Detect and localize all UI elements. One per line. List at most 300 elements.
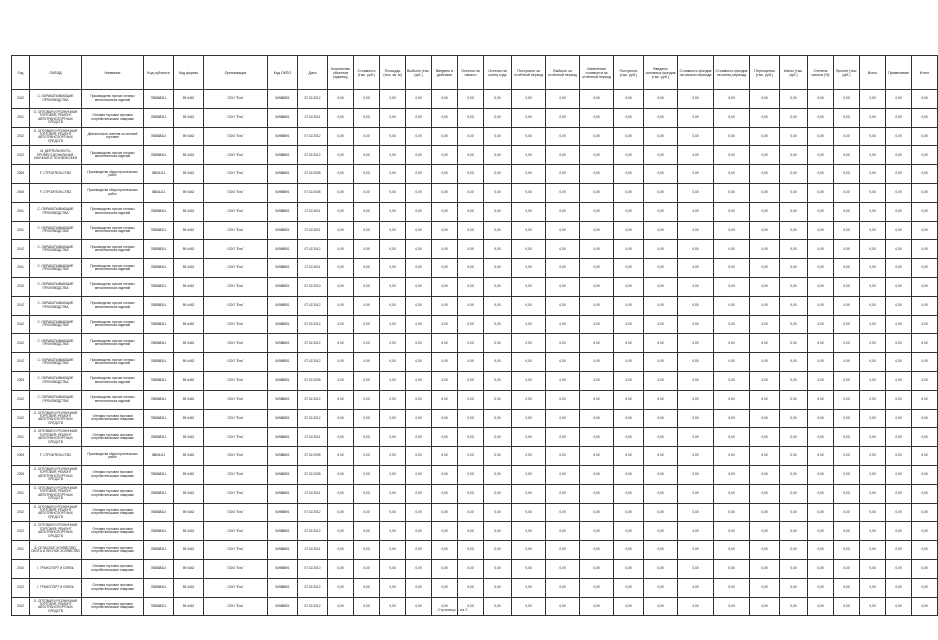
table-cell: 0,00: [458, 277, 484, 296]
table-cell: 2005: [12, 183, 30, 202]
table-cell: 0,00: [380, 390, 406, 409]
table-cell: 0,00: [886, 428, 912, 447]
page-footer: Страница 1 из 2: [437, 607, 468, 612]
table-cell: 38841111: [144, 447, 174, 466]
table-cell: 0,00: [834, 390, 860, 409]
table-cell: 0,00: [546, 465, 580, 484]
table-cell: 0,00: [458, 390, 484, 409]
table-cell: 0,00: [580, 240, 614, 259]
table-cell: 0,00: [714, 503, 750, 522]
table-cell: 0,00: [512, 371, 546, 390]
table-cell: 0,00: [808, 353, 834, 372]
table-cell: 07.02.2011: [298, 221, 328, 240]
table-cell: 0,00: [432, 559, 458, 578]
table-cell: 59 4442: [174, 108, 204, 127]
table-cell: 0,00: [750, 409, 780, 428]
column-header: Код ОКПО: [268, 56, 298, 90]
table-cell: F. СТРОИТЕЛЬСТВО: [30, 183, 82, 202]
table-cell: 0,00: [808, 259, 834, 278]
table-cell: 0,00: [678, 277, 714, 296]
table-cell: 0,00: [354, 259, 380, 278]
table-cell: 0,00: [886, 541, 912, 560]
table-cell: 0,00: [834, 559, 860, 578]
table-cell: G. ОПТОВАЯ И РОЗНИЧНАЯ ТОРГОВЛЯ; РЕМОНТ АВТОТРАНСПОРТНЫХ СРЕДСТВ: [30, 484, 82, 503]
table-cell: 0,00: [512, 484, 546, 503]
table-cell: 0,00: [406, 146, 432, 165]
table-cell: 0,00: [886, 165, 912, 184]
table-cell: 54988891: [268, 409, 298, 428]
table-cell: 54988891: [268, 447, 298, 466]
table-cell: 59 4442: [174, 165, 204, 184]
table-cell: 07.02.2011: [298, 202, 328, 221]
table-cell: 0,00: [328, 465, 354, 484]
column-header: Код субъекта: [144, 56, 174, 90]
table-cell: ООО "Ель": [204, 108, 268, 127]
table-cell: Оптовая торговля прочими потребительскими товарами: [82, 428, 144, 447]
table-cell: 0,00: [912, 334, 938, 353]
table-cell: 0,00: [484, 503, 512, 522]
table-cell: 0,00: [432, 127, 458, 146]
table-cell: 0,00: [886, 334, 912, 353]
table-cell: 0,00: [354, 108, 380, 127]
table-cell: 0,00: [580, 315, 614, 334]
table-cell: 0,00: [580, 277, 614, 296]
table-cell: 0,00: [644, 447, 678, 466]
table-cell: 0,00: [580, 334, 614, 353]
table-cell: 0,00: [432, 221, 458, 240]
table-cell: 788888111: [144, 484, 174, 503]
table-cell: 07.02.2012: [298, 146, 328, 165]
table-cell: 0,00: [406, 240, 432, 259]
table-cell: G. ОПТОВАЯ И РОЗНИЧНАЯ ТОРГОВЛЯ; РЕМОНТ АВТОТРАНСПОРТНЫХ СРЕДСТВ: [30, 127, 82, 146]
table-cell: 0,00: [432, 183, 458, 202]
table-cell: 0,00: [644, 428, 678, 447]
table-cell: 0,00: [644, 221, 678, 240]
table-cell: Производство прочих готовых металлических изделий: [82, 353, 144, 372]
table-cell: 0,00: [780, 353, 808, 372]
table-cell: 0,00: [432, 108, 458, 127]
table-cell: 0,00: [354, 146, 380, 165]
table-cell: 0,00: [328, 90, 354, 109]
table-cell: 0,00: [886, 447, 912, 466]
table-cell: 0,00: [406, 353, 432, 372]
table-cell: 0,00: [406, 522, 432, 541]
table-cell: 2012: [12, 90, 30, 109]
table-cell: 0,00: [912, 522, 938, 541]
table-cell: 0,00: [780, 146, 808, 165]
table-cell: 0,00: [834, 202, 860, 221]
table-cell: 0,00: [644, 108, 678, 127]
table-cell: 0,00: [406, 165, 432, 184]
column-header: Всего: [860, 56, 886, 90]
table-cell: 0,00: [432, 315, 458, 334]
table-cell: 07.02.2005: [298, 371, 328, 390]
table-cell: 0,00: [834, 353, 860, 372]
table-cell: 0,00: [912, 447, 938, 466]
table-cell: 0,00: [328, 559, 354, 578]
table-cell: Производство общестроительных работ: [82, 183, 144, 202]
table-cell: 0,00: [614, 447, 644, 466]
table-cell: 0,00: [780, 522, 808, 541]
table-cell: 0,00: [484, 90, 512, 109]
table-cell: ООО "Ель": [204, 428, 268, 447]
table-cell: 0,00: [406, 296, 432, 315]
table-cell: 54988891: [268, 541, 298, 560]
table-cell: 0,00: [644, 353, 678, 372]
table-cell: 0,00: [328, 146, 354, 165]
column-header: Выбыло (тыс. руб.): [406, 56, 432, 90]
table-cell: 0,00: [912, 108, 938, 127]
table-cell: 0,00: [912, 578, 938, 597]
table-cell: 0,00: [328, 165, 354, 184]
table-cell: 0,00: [644, 559, 678, 578]
table-cell: 0,00: [406, 90, 432, 109]
table-cell: 0,00: [432, 202, 458, 221]
table-cell: ООО "Ель": [204, 221, 268, 240]
table-cell: 0,00: [614, 522, 644, 541]
table-cell: 0,00: [546, 371, 580, 390]
table-cell: 59 4442: [174, 127, 204, 146]
table-cell: 0,00: [354, 315, 380, 334]
table-row: [12, 277, 938, 296]
table-cell: Оптовая торговля прочими потребительскими товарами: [82, 559, 144, 578]
table-cell: 59 4442: [174, 240, 204, 259]
table-cell: 0,00: [354, 484, 380, 503]
table-cell: 0,00: [580, 578, 614, 597]
table-cell: 2005: [12, 165, 30, 184]
table-cell: 0,00: [644, 503, 678, 522]
table-cell: 0,00: [860, 578, 886, 597]
table-cell: 0,00: [354, 240, 380, 259]
table-cell: 0,00: [546, 146, 580, 165]
table-cell: 0,00: [328, 353, 354, 372]
table-cell: 0,00: [714, 277, 750, 296]
table-cell: 0,00: [834, 277, 860, 296]
table-cell: 0,00: [834, 597, 860, 616]
table-cell: 0,00: [512, 541, 546, 560]
table-cell: 0,00: [484, 165, 512, 184]
table-cell: ООО "Ель": [204, 559, 268, 578]
table-cell: 0,00: [860, 503, 886, 522]
table-cell: 0,00: [354, 296, 380, 315]
table-cell: Производство прочих готовых металлических изделий: [82, 221, 144, 240]
table-cell: ООО "Ель": [204, 503, 268, 522]
table-cell: 0,00: [546, 484, 580, 503]
table-cell: ООО "Ель": [204, 522, 268, 541]
table-cell: 2012: [12, 353, 30, 372]
table-cell: 0,00: [886, 353, 912, 372]
table-cell: 0,00: [714, 353, 750, 372]
table-cell: 0,00: [380, 277, 406, 296]
table-cell: 0,00: [886, 127, 912, 146]
table-cell: 0,00: [380, 503, 406, 522]
table-cell: 0,00: [328, 541, 354, 560]
table-cell: 0,00: [860, 428, 886, 447]
table-cell: 0,00: [780, 259, 808, 278]
table-cell: 0,00: [780, 578, 808, 597]
table-cell: 0,00: [808, 428, 834, 447]
table-cell: 0,00: [328, 578, 354, 597]
table-cell: 0,00: [512, 353, 546, 372]
table-cell: 0,00: [678, 108, 714, 127]
table-cell: 0,00: [432, 447, 458, 466]
table-cell: 0,00: [580, 447, 614, 466]
table-cell: 788888111: [144, 240, 174, 259]
table-cell: G. ОПТОВАЯ И РОЗНИЧНАЯ ТОРГОВЛЯ; РЕМОНТ АВТОТРАНСПОРТНЫХ СРЕДСТВ: [30, 428, 82, 447]
table-cell: 0,00: [380, 146, 406, 165]
table-cell: 54988891: [268, 484, 298, 503]
table-cell: 0,00: [780, 409, 808, 428]
table-cell: 59 4442: [174, 428, 204, 447]
table-cell: 0,00: [750, 296, 780, 315]
table-cell: 0,00: [458, 202, 484, 221]
table-cell: 0,00: [886, 503, 912, 522]
table-cell: 0,00: [380, 334, 406, 353]
table-row: [12, 259, 938, 278]
table-cell: 0,00: [432, 409, 458, 428]
table-cell: 0,00: [432, 597, 458, 616]
table-cell: 0,00: [380, 484, 406, 503]
table-cell: 38841111: [144, 165, 174, 184]
table-cell: 0,00: [678, 541, 714, 560]
table-cell: 0,00: [834, 183, 860, 202]
table-cell: 0,00: [458, 541, 484, 560]
table-cell: 0,00: [406, 447, 432, 466]
table-cell: 0,00: [546, 578, 580, 597]
table-cell: 0,00: [354, 127, 380, 146]
table-row: [12, 183, 938, 202]
table-cell: Производство прочих готовых металлических изделий: [82, 334, 144, 353]
table-cell: 0,00: [750, 334, 780, 353]
table-cell: F. СТРОИТЕЛЬСТВО: [30, 447, 82, 466]
table-cell: 0,00: [780, 559, 808, 578]
column-header: Введено в действие: [432, 56, 458, 90]
table-cell: 0,00: [458, 108, 484, 127]
table-cell: 0,00: [860, 296, 886, 315]
table-cell: 0,00: [406, 277, 432, 296]
table-cell: ООО "Ель": [204, 447, 268, 466]
table-cell: 0,00: [750, 447, 780, 466]
table-cell: 0,00: [860, 484, 886, 503]
table-cell: 0,00: [750, 221, 780, 240]
table-cell: 07.02.2011: [298, 108, 328, 127]
table-cell: 0,00: [860, 202, 886, 221]
table-cell: 2012: [12, 578, 30, 597]
column-header: Стоимость фондов на конец периода: [714, 56, 750, 90]
table-cell: 0,00: [780, 108, 808, 127]
table-cell: 59 4442: [174, 146, 204, 165]
table-cell: ООО "Ель": [204, 165, 268, 184]
table-cell: 0,00: [834, 541, 860, 560]
table-cell: 0,00: [714, 183, 750, 202]
table-cell: 0,00: [808, 390, 834, 409]
table-cell: 0,00: [484, 541, 512, 560]
table-cell: 0,00: [328, 259, 354, 278]
table-cell: 07.02.2011: [298, 259, 328, 278]
table-cell: 0,00: [678, 484, 714, 503]
table-cell: 0,00: [808, 127, 834, 146]
table-cell: 0,00: [714, 541, 750, 560]
table-cell: 0,00: [780, 127, 808, 146]
table-cell: 0,00: [614, 428, 644, 447]
table-cell: Производство прочих готовых металлических изделий: [82, 90, 144, 109]
table-cell: ООО "Ель": [204, 409, 268, 428]
table-cell: 0,00: [614, 259, 644, 278]
table-cell: 0,00: [860, 522, 886, 541]
column-header: Износ (тыс. руб.): [780, 56, 808, 90]
table-cell: 0,00: [780, 277, 808, 296]
table-cell: 0,00: [614, 221, 644, 240]
table-cell: 0,00: [750, 559, 780, 578]
table-cell: 0,00: [354, 277, 380, 296]
table-cell: Производство прочих готовых металлических изделий: [82, 277, 144, 296]
table-cell: 0,00: [546, 127, 580, 146]
table-cell: 0,00: [380, 315, 406, 334]
table-cell: 0,00: [614, 465, 644, 484]
table-cell: 0,00: [780, 183, 808, 202]
table-cell: 0,00: [678, 202, 714, 221]
table-cell: 0,00: [484, 578, 512, 597]
table-cell: 0,00: [512, 447, 546, 466]
table-cell: 0,00: [380, 353, 406, 372]
table-cell: ООО "Ель": [204, 315, 268, 334]
table-cell: 07.02.2012: [298, 578, 328, 597]
table-cell: 0,00: [886, 259, 912, 278]
table-cell: 0,00: [406, 371, 432, 390]
table-cell: 0,00: [644, 259, 678, 278]
table-cell: 0,00: [644, 409, 678, 428]
table-cell: 0,00: [614, 202, 644, 221]
table-cell: 0,00: [484, 334, 512, 353]
table-cell: 0,00: [432, 277, 458, 296]
table-cell: I. ТРАНСПОРТ И СВЯЗЬ: [30, 578, 82, 597]
table-cell: 788888111: [144, 127, 174, 146]
table-cell: 0,00: [458, 578, 484, 597]
table-cell: 0,00: [406, 315, 432, 334]
table-cell: 0,00: [328, 183, 354, 202]
table-cell: 2011: [12, 221, 30, 240]
table-cell: 07.02.2012: [298, 522, 328, 541]
table-cell: 0,00: [354, 522, 380, 541]
table-cell: 0,00: [780, 541, 808, 560]
table-cell: 0,00: [714, 334, 750, 353]
table-cell: 07.02.2005: [298, 447, 328, 466]
table-cell: 0,00: [860, 541, 886, 560]
table-cell: 07.02.2005: [298, 465, 328, 484]
table-cell: 0,00: [484, 183, 512, 202]
table-cell: 2012: [12, 127, 30, 146]
column-header: Остаток на конец года: [484, 56, 512, 90]
table-cell: 0,00: [808, 559, 834, 578]
table-cell: 0,00: [512, 221, 546, 240]
table-cell: 0,00: [912, 221, 938, 240]
table-cell: 0,00: [780, 221, 808, 240]
table-cell: 0,00: [644, 334, 678, 353]
table-cell: 0,00: [406, 578, 432, 597]
table-row: [12, 240, 938, 259]
table-cell: 0,00: [432, 390, 458, 409]
table-cell: 0,00: [750, 522, 780, 541]
table-cell: Оптовая торговля прочими потребительскими товарами: [82, 108, 144, 127]
table-cell: Оптовая торговля прочими потребительскими товарами: [82, 578, 144, 597]
column-header: Год: [12, 56, 30, 90]
table-cell: 0,00: [546, 447, 580, 466]
table-cell: 788888111: [144, 597, 174, 616]
table-cell: 0,00: [380, 371, 406, 390]
table-cell: 0,00: [860, 559, 886, 578]
table-cell: Производство общестроительных работ: [82, 165, 144, 184]
table-cell: 0,00: [614, 127, 644, 146]
table-cell: 0,00: [834, 259, 860, 278]
table-cell: 0,00: [860, 146, 886, 165]
table-cell: 0,00: [860, 108, 886, 127]
table-row: [12, 522, 938, 541]
table-cell: Производство прочих готовых металлических изделий: [82, 315, 144, 334]
table-cell: 0,00: [808, 465, 834, 484]
table-cell: 0,00: [714, 315, 750, 334]
table-cell: 0,00: [484, 484, 512, 503]
table-cell: 2012: [12, 597, 30, 616]
table-cell: 0,00: [432, 428, 458, 447]
table-cell: 0,00: [808, 221, 834, 240]
table-cell: 0,00: [458, 90, 484, 109]
table-cell: Оптовая торговля прочими потребительскими товарами: [82, 465, 144, 484]
table-cell: 59 4442: [174, 277, 204, 296]
table-cell: 0,00: [780, 597, 808, 616]
column-header: Итого: [912, 56, 938, 90]
table-cell: 0,00: [580, 183, 614, 202]
table-cell: Деятельность агентов по оптовой торговле: [82, 127, 144, 146]
table-cell: 0,00: [808, 371, 834, 390]
table-cell: С. ОБРАБАТЫВАЮЩИЕ ПРОИЗВОДСТВА: [30, 240, 82, 259]
table-cell: 0,00: [512, 108, 546, 127]
table-cell: 0,00: [834, 447, 860, 466]
table-cell: 0,00: [380, 522, 406, 541]
table-row: [12, 371, 938, 390]
table-cell: 0,00: [458, 183, 484, 202]
table-cell: 0,00: [354, 578, 380, 597]
table-row: [12, 559, 938, 578]
table-cell: 07.02.2012: [298, 334, 328, 353]
table-cell: 0,00: [484, 559, 512, 578]
table-cell: 0,00: [678, 465, 714, 484]
table-cell: 59 4442: [174, 503, 204, 522]
table-cell: 0,00: [644, 465, 678, 484]
table-cell: 59 4442: [174, 353, 204, 372]
table-cell: Производство прочих готовых металлических изделий: [82, 390, 144, 409]
table-cell: 0,00: [808, 578, 834, 597]
table-cell: 0,00: [912, 259, 938, 278]
table-cell: С. ОБРАБАТЫВАЮЩИЕ ПРОИЗВОДСТВА: [30, 259, 82, 278]
table-cell: 54988891: [268, 559, 298, 578]
table-cell: 0,00: [546, 259, 580, 278]
table-cell: 0,00: [614, 559, 644, 578]
table-cell: 0,00: [912, 371, 938, 390]
table-cell: 0,00: [912, 597, 938, 616]
table-cell: 0,00: [512, 465, 546, 484]
table-cell: 0,00: [714, 90, 750, 109]
table-cell: 0,00: [406, 541, 432, 560]
table-cell: 0,00: [912, 90, 938, 109]
table-cell: 0,00: [912, 165, 938, 184]
table-cell: 0,00: [614, 90, 644, 109]
table-row: [12, 202, 938, 221]
table-cell: 54988891: [268, 597, 298, 616]
table-cell: 0,00: [750, 259, 780, 278]
table-cell: 0,00: [912, 240, 938, 259]
table-cell: ООО "Ель": [204, 597, 268, 616]
table-cell: 0,00: [580, 522, 614, 541]
